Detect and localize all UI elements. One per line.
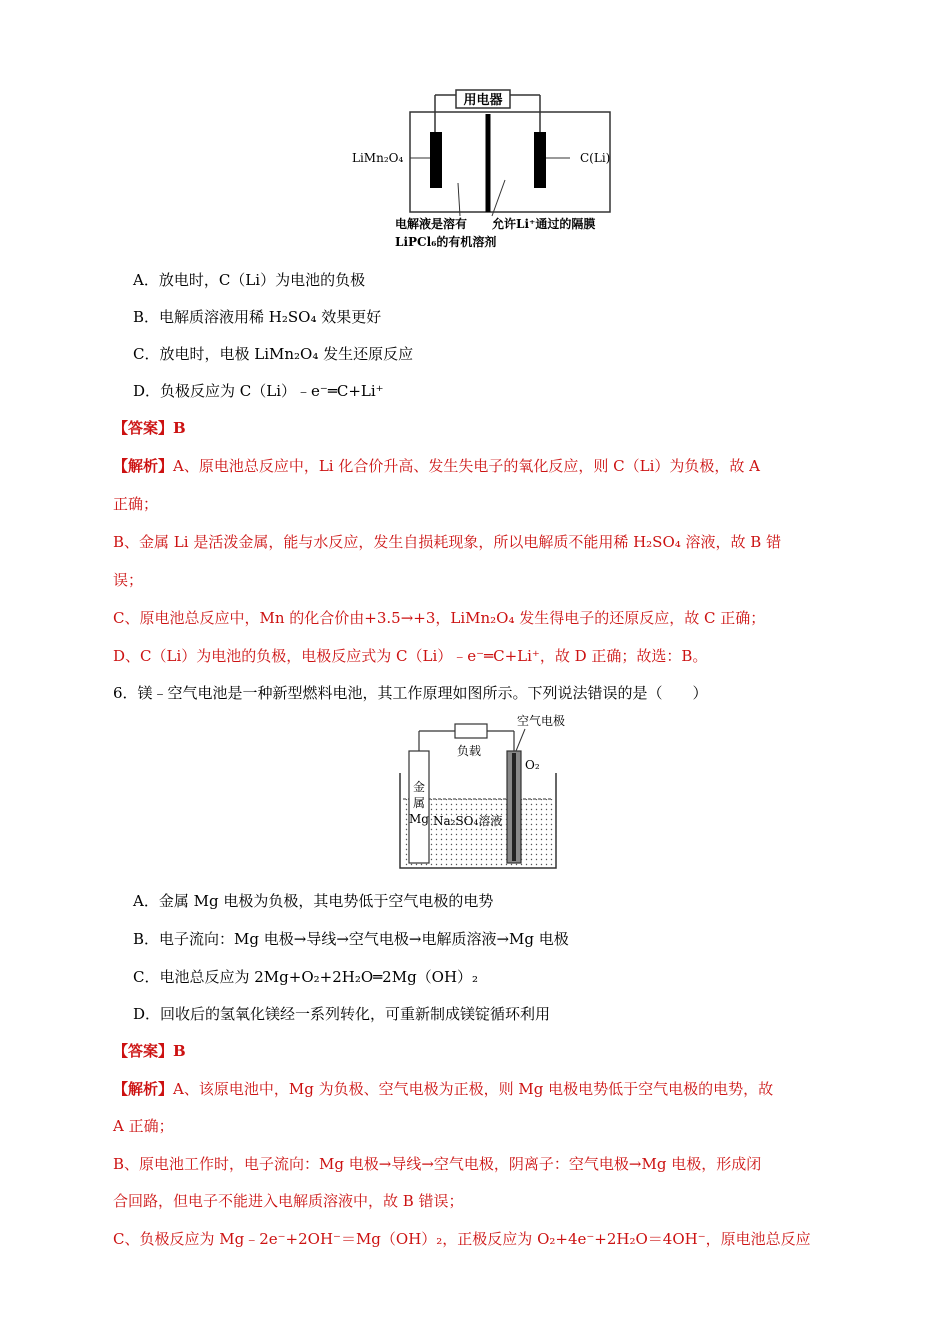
electrolyte-label-1: 电解液是溶有 <box>395 217 468 231</box>
q5-option-c: C．放电时，电极 LiMn₂O₄ 发生还原反应 <box>133 345 414 363</box>
q6-analysis-b: B、原电池工作时，电子流向：Mg 电极→导线→空气电极，阴离子：空气电极→Mg 电极，形成闭 <box>113 1155 762 1173</box>
q5-analysis-a-cont: 正确； <box>113 495 159 513</box>
limn2o4-electrode <box>430 132 442 188</box>
metal-label-1: 金 <box>413 780 426 794</box>
solution-label: Na₂SO₄溶液 <box>433 814 503 828</box>
q5-option-b: B．电解质溶液用稀 H₂SO₄ 效果更好 <box>133 308 382 326</box>
q5-option-d: D．负极反应为 C（Li）﹣e⁻═C+Li⁺ <box>133 382 384 400</box>
q6-analysis-c: C、负极反应为 Mg﹣2e⁻+2OH⁻＝Mg（OH）₂，正极反应为 O₂+4e⁻+2H₂O＝4OH⁻，原电池总反应 <box>113 1230 811 1248</box>
right-electrode-label: C(Li) <box>580 151 611 165</box>
o2-label: O₂ <box>525 758 540 772</box>
c-li-electrode <box>534 132 546 188</box>
answer-label: 【答案】 <box>113 419 174 437</box>
q5-answer <box>113 418 186 438</box>
answer-label: 【答案】 <box>113 1042 174 1060</box>
q6-analysis-a-cont: A 正确； <box>113 1117 174 1135</box>
analysis-label: 【解析】 <box>113 1080 174 1098</box>
q6-option-d: D．回收后的氢氧化镁经一系列转化，可重新制成镁锭循环利用 <box>133 1005 551 1023</box>
answer-value: B <box>173 419 186 437</box>
metal-label-2: 属 <box>413 796 426 810</box>
q5-analysis-b-cont: 误； <box>113 571 144 589</box>
q6-analysis-b-cont: 合回路，但电子不能进入电解质溶液中，故 B 错误； <box>113 1192 464 1210</box>
q6-answer <box>113 1041 186 1061</box>
q6-option-b: B．电子流向：Mg 电极→导线→空气电极→电解质溶液→Mg 电极 <box>133 930 569 948</box>
membrane-label: 允许Li⁺通过的隔膜 <box>492 217 596 231</box>
left-electrode-label: LiMn₂O₄ <box>352 151 404 165</box>
q6-option-a: A．金属 Mg 电极为负极，其电势低于空气电极的电势 <box>133 892 494 910</box>
q5-option-a: A．放电时，C（Li）为电池的负极 <box>133 271 366 289</box>
q5-analysis-a <box>113 456 760 476</box>
q6-stem: 6．镁﹣空气电池是一种新型燃料电池，其工作原理如图所示。下列说法错误的是（ ） <box>113 684 708 702</box>
q5-analysis-a-text: A、原电池总反应中，Li 化合价升高、发生失电子的氧化反应，则 C（Li）为负极，故 A <box>173 457 760 475</box>
analysis-label: 【解析】 <box>113 457 174 475</box>
metal-label-3: Mg <box>409 812 429 826</box>
q5-analysis-b: B、金属 Li 是活泼金属，能与水反应，发生自损耗现象，所以电解质不能用稀 H₂SO₄ 溶液，故 B 错 <box>113 533 782 551</box>
q5-analysis-d: D、C（Li）为电池的负极，电极反应式为 C（Li）﹣e⁻═C+Li⁺，故 D 正确；故选：B。 <box>113 647 708 665</box>
q6-analysis-a-text: A、该原电池中，Mg 为负极、空气电极为正极，则 Mg 电极电势低于空气电极的电势，故 <box>173 1080 774 1098</box>
mg-air-battery-diagram <box>395 713 565 873</box>
q6-option-c: C．电池总反应为 2Mg+O₂+2H₂O═2Mg（OH）₂ <box>133 968 479 986</box>
air-electrode-label: 空气电极 <box>517 714 565 728</box>
battery-diagram-1 <box>340 88 630 253</box>
device-label: 用电器 <box>463 93 503 108</box>
q5-analysis-c: C、原电池总反应中，Mn 的化合价由+3.5→+3，LiMn₂O₄ 发生得电子的还原反应，故 C 正确； <box>113 609 766 627</box>
electrolyte-label-2: LiPCl₆的有机溶剂 <box>395 235 497 249</box>
load-resistor <box>455 724 487 738</box>
load-label: 负载 <box>457 744 482 758</box>
answer-value: B <box>173 1042 186 1060</box>
q6-analysis-a <box>113 1079 773 1099</box>
